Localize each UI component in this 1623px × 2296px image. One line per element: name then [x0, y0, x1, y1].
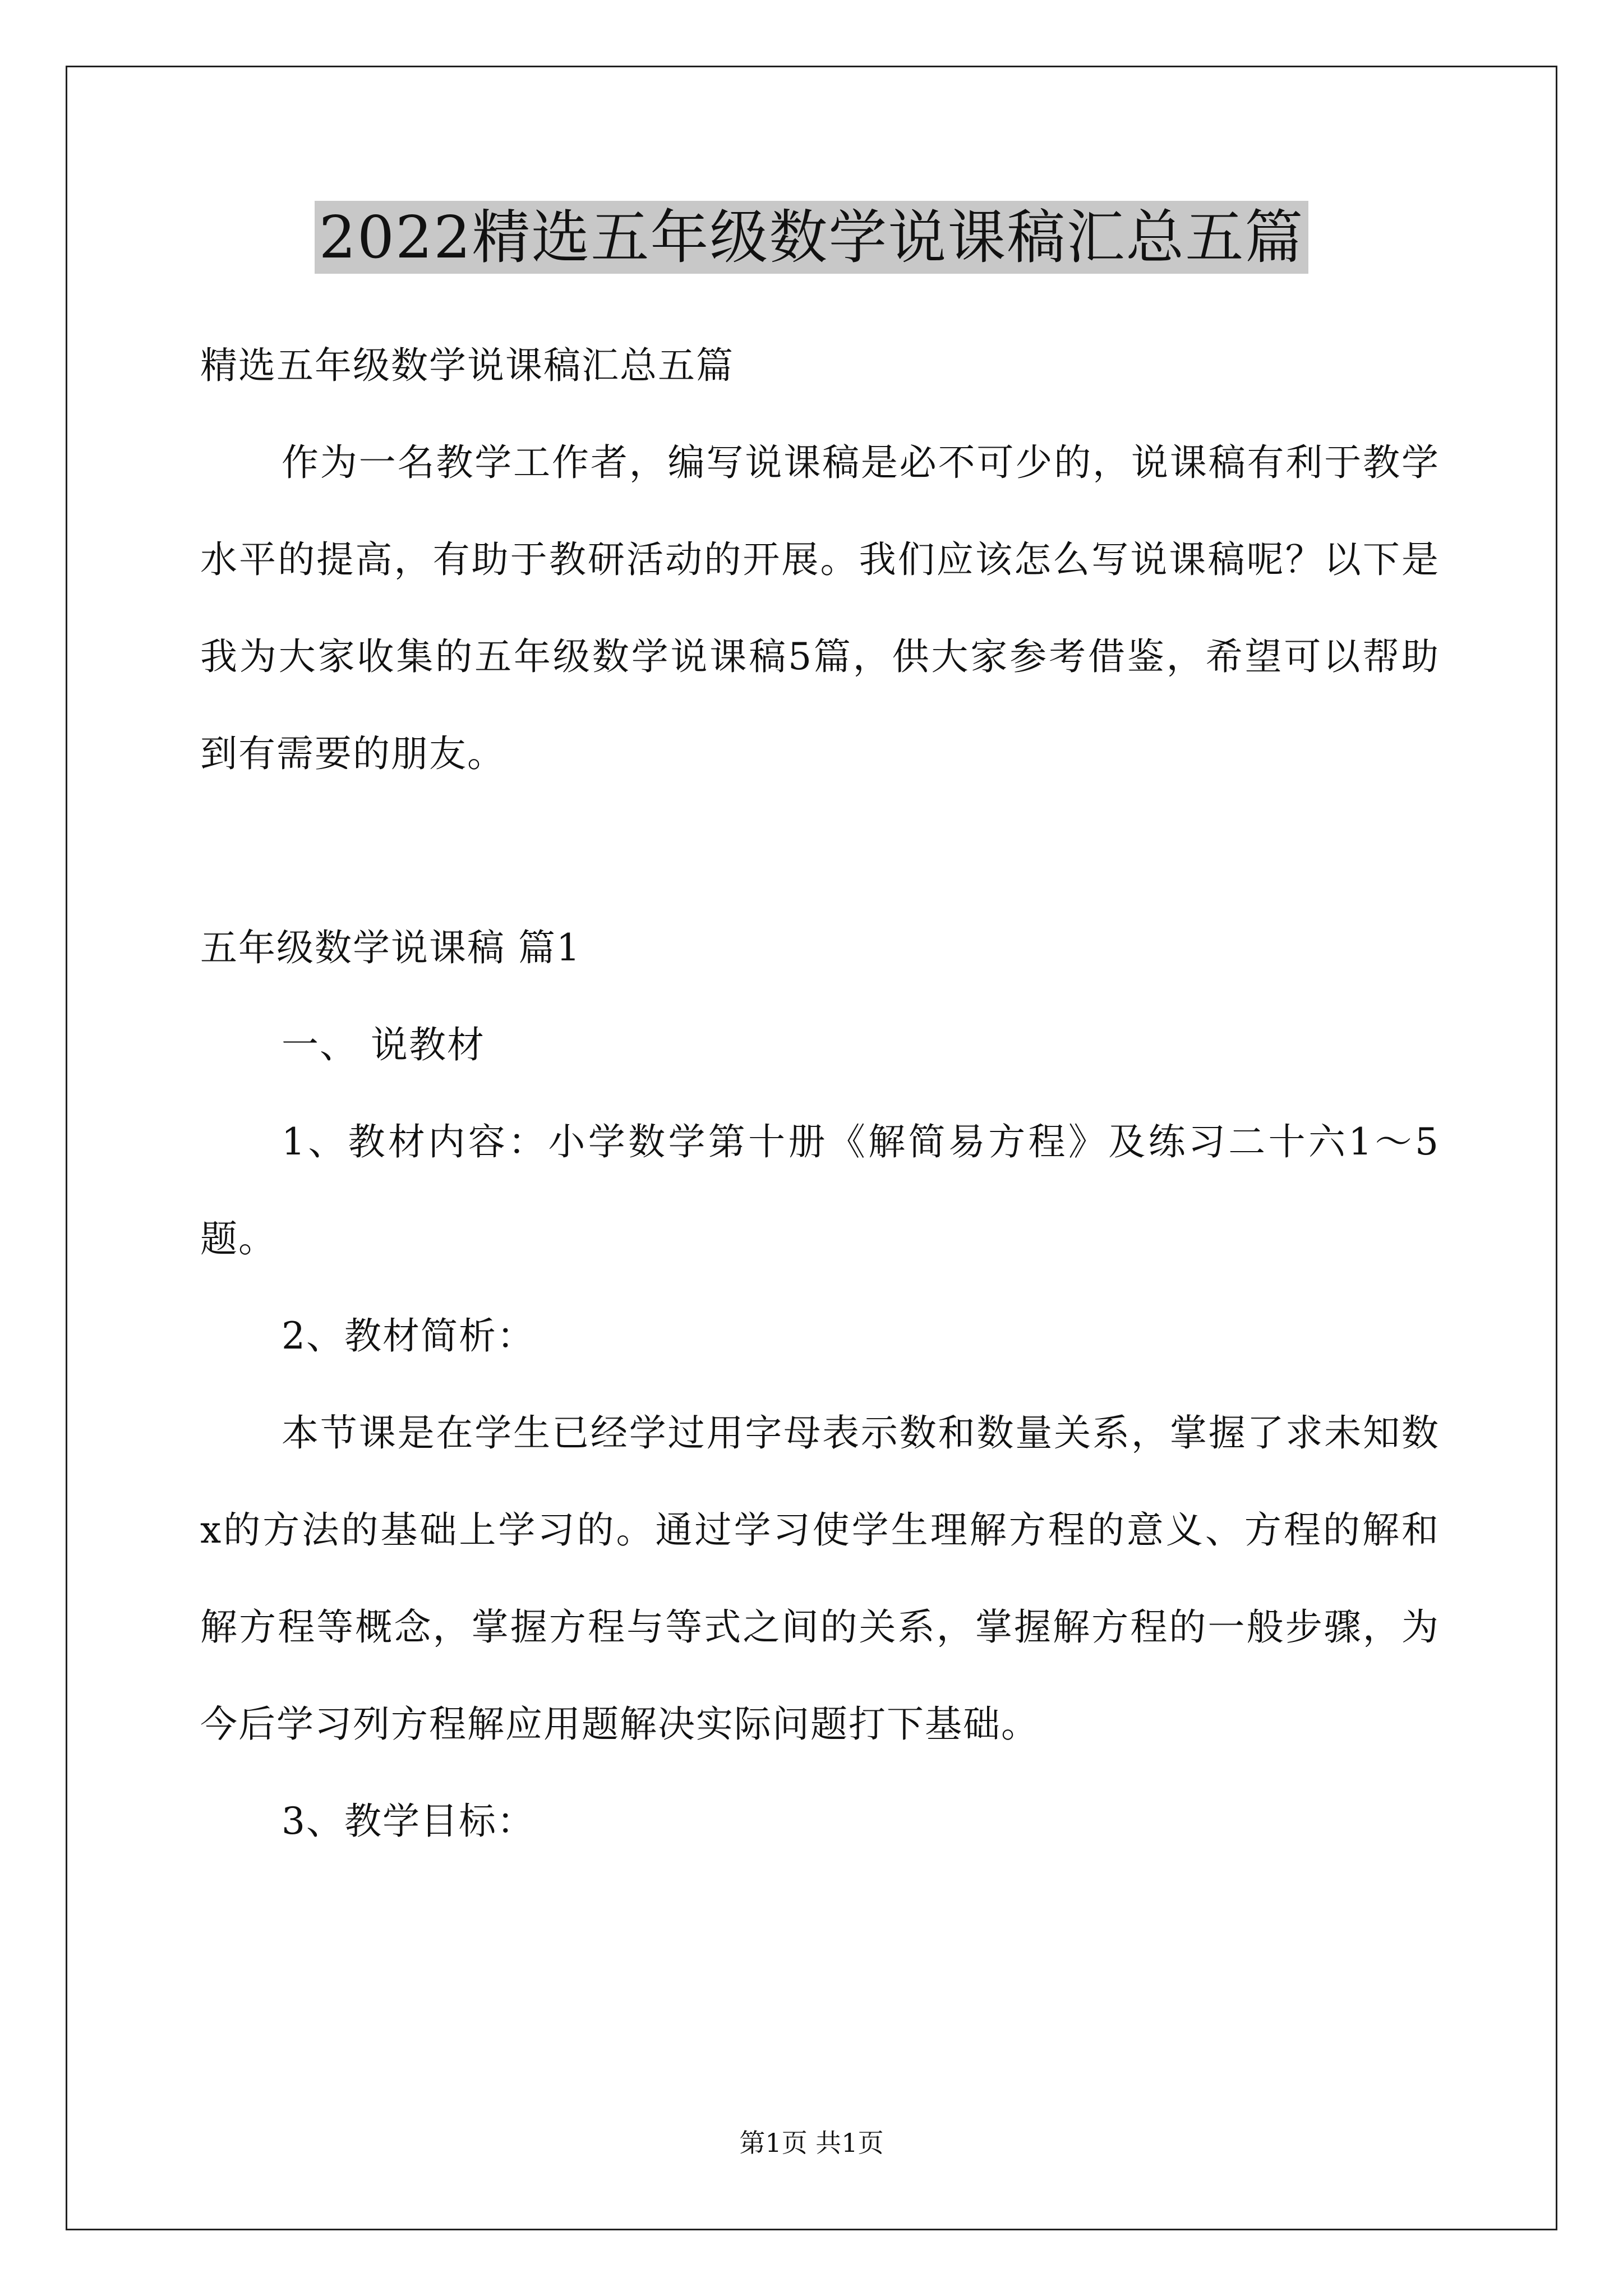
document-title: 2022精选五年级数学说课稿汇总五篇 — [315, 201, 1309, 274]
page-footer: 第1页 共1页 — [739, 2128, 884, 2158]
paragraph-material-analysis-heading: 2、教材简析： — [282, 1314, 535, 1358]
title-container — [0, 201, 1623, 274]
paragraph-material-content: 1、教材内容：小学数学第十册《解简易方程》及练习二十六1～5题。 — [200, 1120, 1440, 1260]
intro-paragraph: 作为一名教学工作者，编写说课稿是必不可少的，说课稿有利于教学水平的提高，有助于教研活动的开展。我们应该怎么写说课稿呢？以下是我为大家收集的五年级数学说课稿5篇，供大家参考借鉴，希望可以帮助到有需要的朋友。 — [200, 441, 1440, 775]
document-body — [200, 317, 1440, 1870]
heading-teaching-material: 一、 说教材 — [282, 1023, 485, 1066]
paragraph-material-analysis: 本节课是在学生已经学过用字母表示数和数量关系，掌握了求未知数x的方法的基础上学习的。通过学习使学生理解方程的意义、方程的解和解方程等概念，掌握方程与等式之间的关系，掌握解方程的一般步骤，为今后学习列方程解应用题解决实际问题打下基础。 — [200, 1411, 1440, 1746]
section-heading: 五年级数学说课稿 篇1 — [200, 926, 581, 969]
paragraph-teaching-goals-heading: 3、教学目标： — [282, 1800, 535, 1843]
document-subtitle: 精选五年级数学说课稿汇总五篇 — [200, 344, 734, 387]
